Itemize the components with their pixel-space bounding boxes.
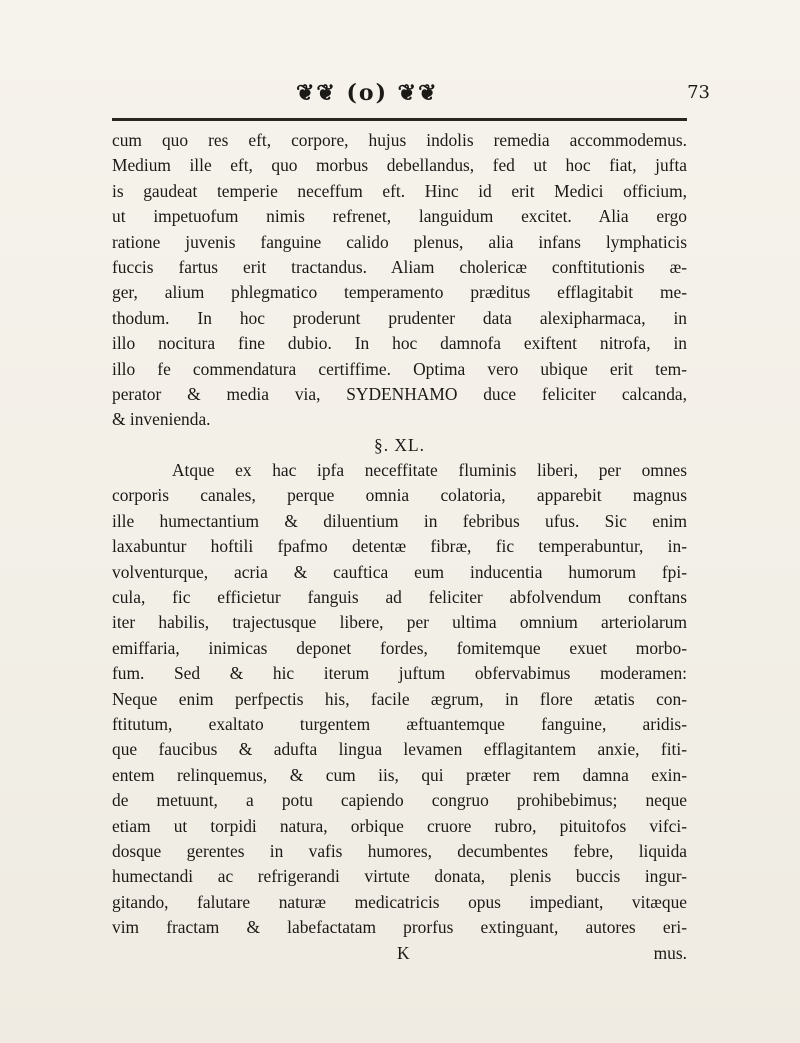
text-line: Medium ille eft, quo morbus debellandus, fed ut hoc fiat, jufta [112, 155, 687, 176]
text-line: iter habilis, trajectusque libere, per ultima omnium arteriolarum [112, 612, 687, 633]
running-head [210, 80, 710, 110]
text-line: de metuunt, a potu capiendo congruo prohibebimus; neque [112, 790, 687, 811]
text-line: volventurque, acria & cauftica eum inducentia humorum fpi- [112, 561, 687, 582]
text-line: is gaudeat temperie neceffum eft. Hinc id erit Medici officium, [112, 180, 687, 201]
text-line: etiam ut torpidi natura, orbique cruore rubro, pituitofos vifci- [112, 815, 687, 836]
text-line: fuccis fartus erit tractandus. Aliam cholericæ conftitutionis æ- [112, 256, 687, 277]
text-line: perator & media via, SYDENHAMO duce feliciter calcanda, [112, 383, 687, 404]
page-number: 73 [687, 82, 710, 103]
text-line: Atque ex hac ipfa neceffitate fluminis liberi, per omnes [172, 460, 687, 481]
text-line: ut impetuofum nimis refrenet, languidum excitet. Alia ergo [112, 206, 687, 227]
text-line: ger, alium phlegmatico temperamento præditus efflagitabit me- [112, 282, 687, 303]
text-line: ftitutum, exaltato turgentem æftuantemque fanguine, aridis- [112, 713, 687, 734]
head-ornament: ❦❦ (o) ❦❦ [296, 80, 439, 106]
text-line: ratione juvenis fanguine calido plenus, alia infans lymphaticis [112, 231, 687, 252]
text-line: & invenienda. [112, 409, 211, 430]
paragraph-2 [112, 458, 687, 940]
catchword: mus. [653, 942, 687, 963]
signature-mark: K [397, 942, 410, 963]
text-line: entem relinquemus, & cum iis, qui præter rem damna exin- [112, 764, 687, 785]
text-line: cula, fic efficietur fanguis ad feliciter abfolvendum conftans [112, 587, 687, 608]
section-heading: §. XL. [374, 434, 425, 455]
text-line: illo fe commendatura certiffime. Optima vero ubique erit tem- [112, 358, 687, 379]
text-line: emiffaria, inimicas deponet fordes, fomitemque exuet morbo- [112, 637, 687, 658]
head-rule [112, 118, 687, 121]
body-text [112, 128, 687, 966]
paragraph-1 [112, 128, 687, 433]
page-foot [112, 941, 687, 966]
text-line: corporis canales, perque omnia colatoria, apparebit magnus [112, 485, 687, 506]
text-line: gitando, falutare naturæ medicatricis opus impediant, vitæque [112, 891, 687, 912]
text-line: illo nocitura fine dubio. In hoc damnofa exiftent nitrofa, in [112, 333, 687, 354]
text-line: laxabuntur hoftili fpafmo detentæ fibræ, fic temperabuntur, in- [112, 536, 687, 557]
text-line: humectandi ac refrigerandi virtute donata, plenis buccis ingur- [112, 866, 687, 887]
text-line: fum. Sed & hic iterum juftum obfervabimus moderamen: [112, 663, 687, 684]
text-line: que faucibus & adufta lingua levamen efflagitantem anxie, fiti- [112, 739, 687, 760]
text-line: cum quo res eft, corpore, hujus indolis remedia accommodemus. [112, 130, 687, 150]
text-line: Neque enim perfpectis his, facile ægrum, in flore ætatis con- [112, 688, 687, 709]
text-line: vim fractam & labefactatam prorfus extinguant, autores eri- [112, 917, 687, 938]
text-line: ille humectantium & diluentium in febribus ufus. Sic enim [112, 510, 687, 531]
text-line: dosque gerentes in vafis humores, decumbentes febre, liquida [112, 840, 687, 861]
text-line: thodum. In hoc proderunt prudenter data alexipharmaca, in [112, 307, 687, 328]
